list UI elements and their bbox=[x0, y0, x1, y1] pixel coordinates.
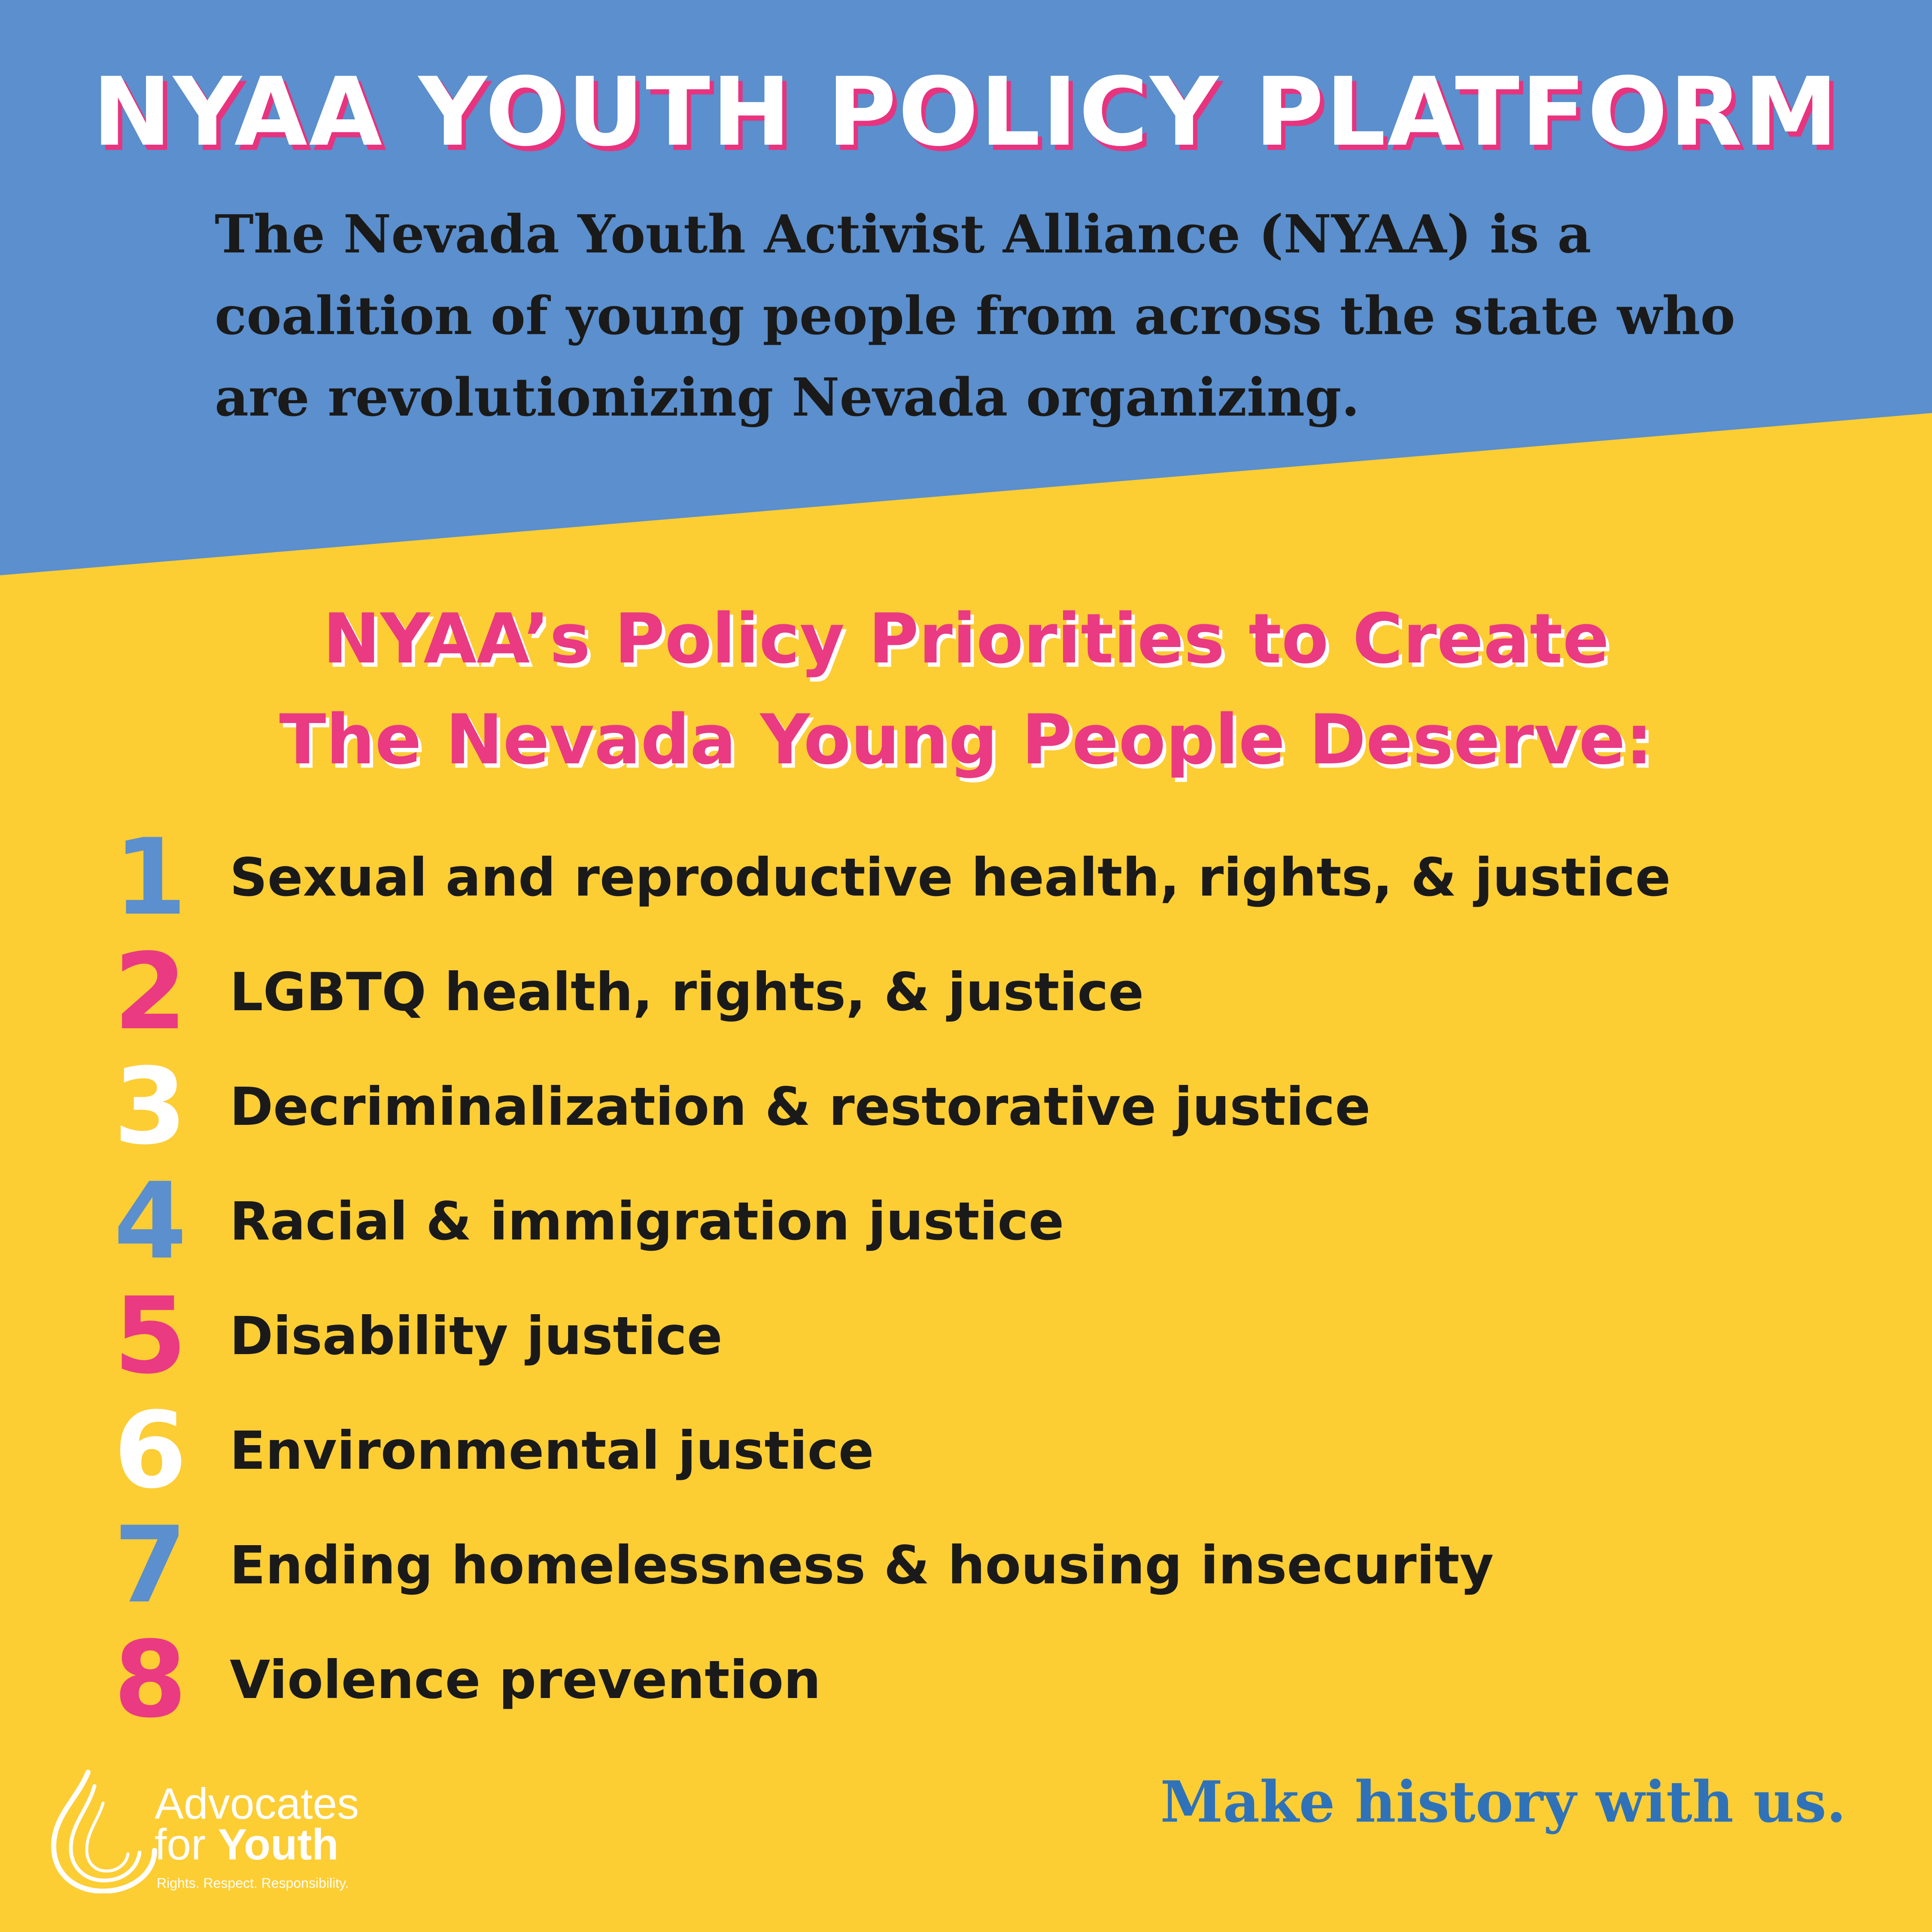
priority-text: Sexual and reproductive health, rights, & justice bbox=[230, 847, 1671, 908]
priority-text: Environmental justice bbox=[230, 1420, 874, 1481]
priority-number: 8 bbox=[113, 1619, 187, 1741]
priority-item-2 bbox=[103, 931, 1863, 1053]
advocates-for-youth-logo bbox=[47, 1765, 434, 1902]
priority-item-5 bbox=[103, 1275, 1863, 1397]
logo-wordmark-youth: Youth bbox=[218, 1820, 339, 1869]
priority-number: 4 bbox=[113, 1160, 187, 1282]
priority-item-8 bbox=[103, 1619, 1863, 1741]
priority-text: Violence prevention bbox=[230, 1649, 821, 1710]
priority-item-4 bbox=[103, 1160, 1863, 1282]
logo-wordmark-for: for bbox=[155, 1820, 218, 1869]
priority-text: LGBTQ health, rights, & justice bbox=[230, 961, 1144, 1023]
priority-number: 2 bbox=[113, 931, 187, 1053]
priorities-heading bbox=[0, 588, 1932, 790]
intro-paragraph: The Nevada Youth Activist Alliance (NYAA) is a coalition of young people from across the state who are revolutionizing Nevada organizing. bbox=[215, 203, 1735, 428]
logo-wordmark-line-1: Advocates bbox=[155, 1779, 359, 1828]
priority-text: Disability justice bbox=[230, 1305, 723, 1367]
priority-number: 1 bbox=[113, 816, 187, 939]
logo-tagline: Rights. Respect. Responsibility. bbox=[157, 1875, 349, 1891]
logo-wordmark-line-2 bbox=[155, 1820, 339, 1869]
priority-item-3 bbox=[103, 1045, 1863, 1168]
call-to-action: Make history with us. bbox=[1160, 1769, 1846, 1835]
priority-item-1 bbox=[103, 816, 1863, 939]
priority-text: Decriminalization & restorative justice bbox=[230, 1076, 1371, 1137]
priority-number: 6 bbox=[113, 1389, 187, 1512]
priority-number: 7 bbox=[113, 1504, 187, 1626]
priority-item-7 bbox=[103, 1504, 1863, 1626]
priority-number: 5 bbox=[113, 1275, 187, 1397]
priorities-heading-line-1: NYAA’s Policy Priorities to Create bbox=[322, 598, 1610, 679]
priority-text: Racial & immigration justice bbox=[230, 1191, 1064, 1252]
page-title: NYAA YOUTH POLICY PLATFORM bbox=[92, 57, 1840, 167]
priorities-heading-line-2: The Nevada Young People Deserve: bbox=[279, 699, 1653, 780]
priority-list bbox=[103, 816, 1863, 1741]
droplet-logo-icon bbox=[47, 1769, 163, 1893]
priority-number: 3 bbox=[113, 1045, 187, 1168]
priority-text: Ending homelessness & housing insecurity bbox=[230, 1534, 1494, 1596]
priority-item-6 bbox=[103, 1389, 1863, 1512]
